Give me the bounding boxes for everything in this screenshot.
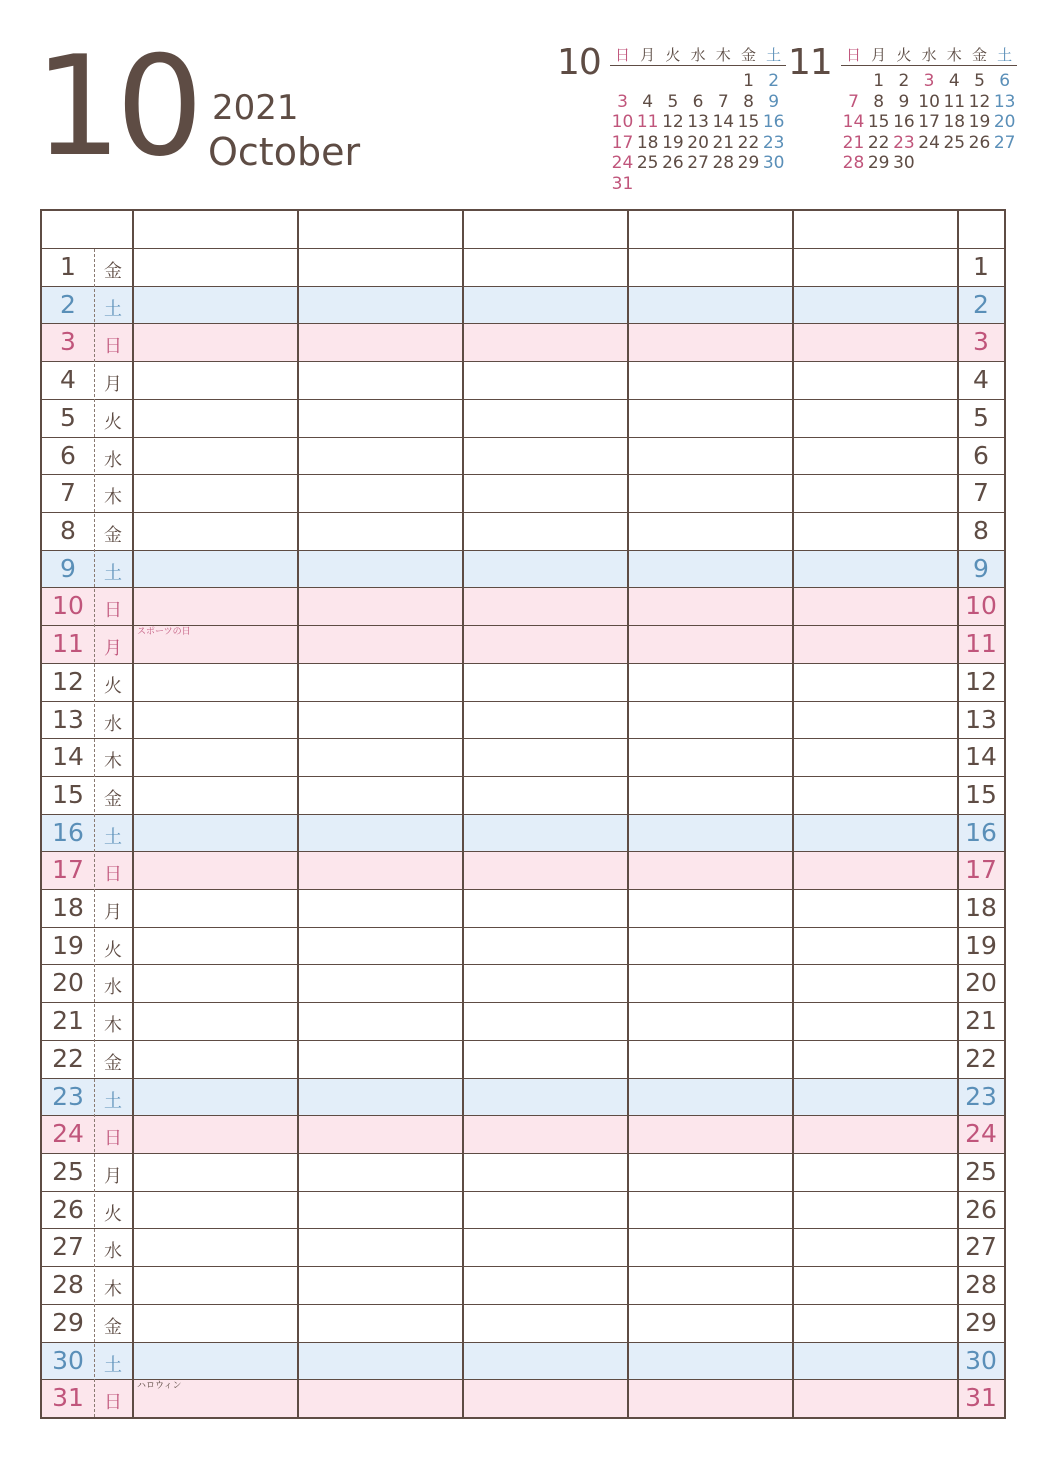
mini-calendar-weekday: 土 <box>997 46 1013 64</box>
day-row <box>42 399 1004 437</box>
day-number-right: 31 <box>965 1383 997 1413</box>
day-number: 13 <box>52 704 84 734</box>
mini-calendar-day: 19 <box>968 112 991 133</box>
day-number: 24 <box>52 1119 84 1149</box>
day-number-right: 26 <box>965 1194 997 1224</box>
column-divider <box>957 211 959 1417</box>
mini-calendar-day: 29 <box>867 153 890 174</box>
day-row <box>42 361 1004 399</box>
mini-calendar-day: 31 <box>611 174 634 194</box>
day-row <box>42 889 1004 927</box>
mini-calendar-day: 6 <box>692 91 704 112</box>
weekday-label: 水 <box>104 977 122 999</box>
day-row <box>42 738 1004 776</box>
day-number-right: 15 <box>965 779 997 809</box>
mini-calendar-day: 12 <box>662 112 684 133</box>
day-number-right: 7 <box>973 478 989 508</box>
day-row <box>42 323 1004 361</box>
column-divider <box>297 211 299 1417</box>
weekday-label: 土 <box>104 562 122 584</box>
mini-calendar-day: 16 <box>893 112 915 133</box>
day-number: 7 <box>60 478 76 508</box>
mini-calendar-weekday: 土 <box>766 46 782 64</box>
column-divider <box>132 211 134 1417</box>
day-row <box>42 663 1004 701</box>
mini-calendar-day: 1 <box>873 71 885 91</box>
day-number-right: 2 <box>973 289 989 319</box>
day-number: 26 <box>52 1194 84 1224</box>
mini-calendar-day: 29 <box>737 153 760 174</box>
day-number-right: 18 <box>965 893 997 923</box>
day-number: 21 <box>52 1006 84 1036</box>
column-header <box>794 211 957 248</box>
day-row <box>42 625 1004 663</box>
mini-calendar-day: 12 <box>968 91 991 112</box>
day-number: 4 <box>60 365 76 395</box>
day-row <box>42 964 1004 1002</box>
day-row <box>42 1078 1004 1116</box>
day-row <box>42 851 1004 889</box>
mini-calendar-day: 7 <box>848 91 859 112</box>
day-number: 23 <box>52 1081 84 1111</box>
day-number-right: 23 <box>965 1081 997 1111</box>
mini-calendar-day: 25 <box>943 132 966 153</box>
day-row <box>42 1304 1004 1342</box>
mini-calendar-day: 23 <box>762 132 785 153</box>
mini-calendar-day: 24 <box>611 153 634 174</box>
day-row <box>42 1191 1004 1229</box>
mini-calendar-day: 2 <box>898 71 910 91</box>
weekday-label: 水 <box>104 1241 122 1263</box>
day-number: 10 <box>52 591 84 621</box>
mini-calendar-day: 5 <box>667 91 679 112</box>
mini-calendar-day: 11 <box>943 91 966 112</box>
mini-calendar-day: 27 <box>687 153 709 174</box>
big-month-number: 10 <box>34 26 198 187</box>
weekday-label: 月 <box>104 1166 122 1188</box>
day-number-right: 24 <box>965 1119 997 1149</box>
day-number-right: 25 <box>965 1157 997 1187</box>
year-label: 2021 <box>212 88 299 128</box>
mini-calendar-day: 17 <box>611 132 634 153</box>
day-number: 18 <box>52 893 84 923</box>
mini-calendar-day: 26 <box>968 132 991 153</box>
mini-calendar-weekday: 金 <box>971 46 987 64</box>
mini-calendar-day: 7 <box>717 91 729 112</box>
weekday-label: 木 <box>104 487 122 509</box>
day-row <box>42 927 1004 965</box>
weekday-label: 月 <box>104 374 122 396</box>
mini-calendar-day: 19 <box>662 132 684 153</box>
column-header <box>464 211 627 248</box>
day-number-right: 1 <box>973 252 989 281</box>
day-number: 9 <box>60 553 76 583</box>
mini-calendar-day: 27 <box>993 132 1016 153</box>
day-row <box>42 1002 1004 1040</box>
day-number-right: 4 <box>973 365 989 395</box>
day-number-right: 9 <box>973 553 989 583</box>
schedule-table <box>40 209 1006 1419</box>
column-divider <box>627 211 629 1417</box>
weekday-label: 金 <box>104 261 122 282</box>
column-header <box>134 211 297 248</box>
mini-calendar-weekday: 木 <box>946 46 962 64</box>
day-number: 29 <box>52 1307 84 1337</box>
day-number-right: 8 <box>973 515 989 545</box>
column-divider <box>462 211 464 1417</box>
mini-calendar-day: 14 <box>712 112 735 133</box>
mini-calendar-day: 18 <box>636 132 659 153</box>
day-number-right: 21 <box>965 1006 997 1036</box>
mini-calendar-day: 26 <box>662 153 684 174</box>
mini-calendar-day: 9 <box>898 91 910 112</box>
mini-calendar-day: 21 <box>842 132 865 153</box>
mini-calendar-day: 25 <box>636 153 659 174</box>
day-number-right: 5 <box>973 402 989 432</box>
day-number: 5 <box>60 402 76 432</box>
mini-calendar-day: 18 <box>943 112 966 133</box>
day-number: 6 <box>60 440 76 470</box>
day-number: 15 <box>52 779 84 809</box>
day-number: 16 <box>52 817 84 847</box>
mini-calendar-day: 10 <box>918 91 940 112</box>
day-row <box>42 248 1004 286</box>
mini-calendar-day: 1 <box>743 71 754 91</box>
mini-calendar-weekday: 日 <box>614 46 630 64</box>
weekday-label: 火 <box>104 675 122 697</box>
day-row <box>42 587 1004 625</box>
day-number-right: 28 <box>965 1270 997 1300</box>
mini-calendar-day: 13 <box>993 91 1016 112</box>
mini-calendar-weekday: 火 <box>896 46 912 64</box>
day-row <box>42 437 1004 475</box>
month-name: October <box>208 130 361 174</box>
weekday-label: 金 <box>104 1316 122 1338</box>
mini-calendar-day: 8 <box>743 91 754 112</box>
mini-calendar-day: 4 <box>948 71 960 91</box>
day-number: 20 <box>52 968 84 998</box>
weekday-label: 金 <box>104 1052 122 1074</box>
mini-calendar-day: 20 <box>993 112 1016 133</box>
weekday-label: 木 <box>104 1279 122 1301</box>
mini-calendar-weekday: 月 <box>871 46 887 64</box>
day-number: 31 <box>52 1383 84 1413</box>
mini-calendar-day: 23 <box>893 132 915 153</box>
day-row <box>42 1040 1004 1078</box>
mini-calendar-day: 13 <box>687 112 709 133</box>
day-number-right: 14 <box>965 742 997 772</box>
weekday-label: 日 <box>104 1128 122 1150</box>
day-row <box>42 550 1004 588</box>
weekday-label: 日 <box>104 1392 122 1414</box>
day-number-right: 22 <box>965 1043 997 1073</box>
day-number: 30 <box>52 1345 84 1375</box>
mini-calendar-day: 22 <box>737 132 760 153</box>
weekday-label: 水 <box>104 713 122 735</box>
mini-calendar-day: 14 <box>842 112 865 133</box>
mini-calendar-day: 11 <box>636 112 659 133</box>
day-number: 1 <box>60 252 76 281</box>
day-number-right: 11 <box>965 629 997 659</box>
day-number: 22 <box>52 1043 84 1073</box>
mini-calendar-day: 8 <box>873 91 885 112</box>
mini-calendar-weekday: 火 <box>665 46 681 64</box>
day-number: 8 <box>60 515 76 545</box>
mini-calendar-weekday: 日 <box>845 46 861 64</box>
mini-calendar-weekday: 月 <box>640 46 656 64</box>
mini-calendar-day: 28 <box>712 153 735 174</box>
mini-calendar-day: 22 <box>867 132 890 153</box>
day-number: 25 <box>52 1157 84 1187</box>
mini-calendar-day: 9 <box>768 91 780 112</box>
mini-calendar-day: 4 <box>642 91 654 112</box>
day-row <box>42 1266 1004 1304</box>
weekday-label: 月 <box>104 638 122 660</box>
day-row <box>42 474 1004 512</box>
mini-calendar-day: 3 <box>617 91 628 112</box>
day-number-right: 6 <box>973 440 989 470</box>
day-row <box>42 286 1004 324</box>
day-number: 3 <box>60 327 76 357</box>
weekday-label: 日 <box>104 336 122 358</box>
day-number-right: 27 <box>965 1232 997 1262</box>
day-row <box>42 701 1004 739</box>
weekday-label: 土 <box>104 298 122 320</box>
mini-calendar-month-number: 10 <box>557 42 601 83</box>
weekday-label: 土 <box>104 1354 122 1376</box>
weekday-label: 土 <box>104 826 122 848</box>
day-number-right: 16 <box>965 817 997 847</box>
weekday-label: 土 <box>104 1090 122 1112</box>
weekday-label: 水 <box>104 449 122 471</box>
mini-calendar-weekday: 木 <box>715 46 731 64</box>
column-divider <box>792 211 794 1417</box>
mini-calendar-weekday: 水 <box>921 46 937 64</box>
weekday-label: 金 <box>104 524 122 546</box>
day-number-right: 3 <box>973 327 989 357</box>
day-number-right: 29 <box>965 1307 997 1337</box>
mini-calendar-day: 15 <box>867 112 890 133</box>
column-header <box>299 211 462 248</box>
dashed-divider <box>94 249 95 1417</box>
day-note: ハロウィン <box>137 1381 182 1392</box>
mini-calendar-weekday: 水 <box>690 46 706 64</box>
day-number: 14 <box>52 742 84 772</box>
day-number: 12 <box>52 666 84 696</box>
mini-calendar-day: 30 <box>893 153 915 174</box>
mini-calendar-day: 2 <box>768 71 780 91</box>
day-number-right: 30 <box>965 1345 997 1375</box>
day-row <box>42 1228 1004 1266</box>
mini-calendar-day: 30 <box>762 153 785 174</box>
weekday-label: 火 <box>104 939 122 961</box>
day-row <box>42 1379 1004 1417</box>
weekday-label: 日 <box>104 864 122 886</box>
mini-calendar-weekday: 金 <box>740 46 756 64</box>
mini-calendar-month-number: 11 <box>788 42 832 83</box>
mini-calendar-day: 21 <box>712 132 735 153</box>
day-number: 19 <box>52 930 84 960</box>
mini-calendar-day: 16 <box>762 112 785 133</box>
mini-calendar-day: 24 <box>918 132 940 153</box>
day-number-right: 19 <box>965 930 997 960</box>
column-header <box>629 211 792 248</box>
day-number: 17 <box>52 855 84 885</box>
weekday-label: 木 <box>104 1015 122 1037</box>
day-number-right: 20 <box>965 968 997 998</box>
day-number-right: 10 <box>965 591 997 621</box>
day-row <box>42 814 1004 852</box>
day-row <box>42 1153 1004 1191</box>
day-number-right: 12 <box>965 666 997 696</box>
day-number: 27 <box>52 1232 84 1262</box>
mini-calendar-day: 3 <box>923 71 935 91</box>
mini-calendar-day: 15 <box>737 112 760 133</box>
day-row <box>42 776 1004 814</box>
day-number-right: 13 <box>965 704 997 734</box>
weekday-label: 月 <box>104 902 122 924</box>
mini-calendar-day: 5 <box>974 71 985 91</box>
weekday-label: 火 <box>104 411 122 433</box>
weekday-label: 木 <box>104 751 122 773</box>
day-row <box>42 1342 1004 1380</box>
day-number: 2 <box>60 289 76 319</box>
mini-calendar-day: 17 <box>918 112 940 133</box>
mini-calendar-divider <box>841 65 1017 66</box>
weekday-label: 火 <box>104 1203 122 1225</box>
mini-calendar-day: 6 <box>999 71 1011 91</box>
day-number-right: 17 <box>965 855 997 885</box>
mini-calendar-divider <box>610 65 786 66</box>
mini-calendar-day: 10 <box>611 112 634 133</box>
day-note: スポーツの日 <box>137 627 191 638</box>
weekday-label: 金 <box>104 788 122 810</box>
day-row <box>42 512 1004 550</box>
day-number: 11 <box>52 629 84 659</box>
mini-calendar-day: 28 <box>842 153 865 174</box>
mini-calendar-day: 20 <box>687 132 709 153</box>
day-number: 28 <box>52 1270 84 1300</box>
day-row <box>42 1115 1004 1153</box>
weekday-label: 日 <box>104 600 122 622</box>
